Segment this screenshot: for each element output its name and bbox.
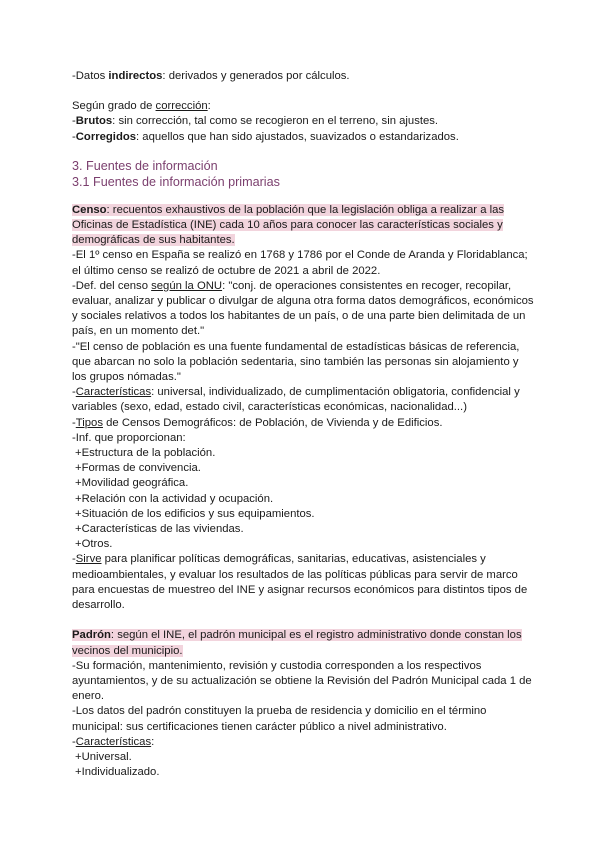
corregidos-line <box>72 130 534 145</box>
term-sirve: Sirve <box>75 553 102 566</box>
datos-indirectos-line <box>72 69 534 84</box>
term-indirectos: indirectos <box>108 70 163 82</box>
padron-definition-text: : según el INE, el padrón municipal es el registro administrativo donde constan los vecinos del municipio. <box>72 629 522 657</box>
censo-tipos: -Tipos de Censos Demográficos: de Población, de Vivienda y de Edificios. <box>72 416 443 429</box>
heading-fuentes-primarias: 3.1 Fuentes de información primarias <box>72 174 280 189</box>
term-censo: Censo <box>72 203 107 216</box>
line-suffix: : <box>151 735 155 748</box>
term-brutos: Brutos <box>75 115 113 128</box>
padron-formacion: -Su formación, mantenimiento, revisión y custodia corresponden a los respectivos ayuntamientos, y de su actualización se obtiene la Revisión del Padrón Municipal cada 1 de enero. <box>72 659 532 703</box>
term-corregidos: Corregidos <box>75 130 137 143</box>
line-prefix: - <box>72 130 76 143</box>
censo-definition-text: : recuentos exhaustivos de la población que la legislación obliga a realizar a las Oficinas de Estadística (INE) cada 10 años para conocer las características sociales y demográficas de sus habitantes. <box>72 203 505 247</box>
line-prefix: -Datos <box>72 70 109 82</box>
line-text: de Censos Demográficos: de Población, de Vivienda y de Edificios. <box>102 416 443 429</box>
list-item: +Características de las viviendas. <box>75 523 244 536</box>
list-item: +Individualizado. <box>75 766 160 779</box>
list-item: +Universal. <box>75 750 132 763</box>
line-text: para planificar políticas demográficas, sanitarias, educativas, asistenciales y medioambientales, y evaluar los resultados de las políticas públicas para servir de marco para encuestas de muestreo del INE y asignar recursos económicos para distintos tipos de desarrollo. <box>72 553 528 612</box>
term-caracteristicas: Características <box>75 735 152 748</box>
list-item: +Relación con la actividad y ocupación. <box>75 492 274 505</box>
line-prefix: - <box>72 115 76 128</box>
line-text: : derivados y generados por cálculos. <box>162 70 350 82</box>
line-prefix: -Def. del censo <box>72 279 152 292</box>
term-padron: Padrón <box>72 629 111 642</box>
padron-prueba: -Los datos del padrón constituyen la prueba de residencia y domicilio en el término municipal: sus certificaciones tienen carácter público a nivel administrativo. <box>72 705 487 733</box>
list-item: +Movilidad geográfica. <box>75 477 189 490</box>
line-prefix: Según grado de <box>72 100 156 113</box>
list-item: +Formas de convivencia. <box>75 462 201 475</box>
censo-inf-label: -Inf. que proporcionan: <box>72 431 186 444</box>
censo-def-onu <box>72 279 534 340</box>
grado-correccion-line <box>72 99 534 114</box>
padron-definition <box>72 628 534 658</box>
list-item: +Otros. <box>75 538 113 551</box>
censo-definition <box>72 203 534 249</box>
term-segun-onu: según la ONU <box>151 279 223 292</box>
censo-quote: -"El censo de población es una fuente fundamental de estadísticas básicas de referencia, que abarcan no solo la población sedentaria, sino también las personas sin alojamiento y los grupos nómadas." <box>72 340 520 384</box>
padron-definition-highlight <box>72 629 522 656</box>
censo-caracteristicas: -Características: universal, individualizado, de cumplimentación obligatoria, confidencial y variables (sexo, edad, estado civil, características económicas, nacionalidad...) <box>72 386 520 414</box>
term-correccion: corrección <box>155 100 208 113</box>
brutos-line <box>72 114 534 129</box>
censo-historia: -El 1º censo en España se realizó en 1768 y 1786 por el Conde de Aranda y Floridablanca; el último censo se realizó de octubre de 2021 a abril de 2022. <box>72 249 528 277</box>
line-text: : aquellos que han sido ajustados, suavizados o estandarizados. <box>136 130 459 143</box>
term-tipos: Tipos <box>75 416 103 429</box>
line-text: : universal, individualizado, de cumplimentación obligatoria, confidencial y variables (sexo, edad, estado civil, características económicas, nacionalidad...) <box>72 386 520 414</box>
censo-definition-highlight <box>72 204 504 246</box>
line-suffix: : <box>207 100 211 113</box>
term-caracteristicas: Características <box>75 386 152 399</box>
heading-fuentes: 3. Fuentes de información <box>72 158 218 173</box>
document-content <box>72 69 534 780</box>
list-item: +Situación de los edificios y sus equipamientos. <box>75 507 315 520</box>
list-item: +Estructura de la población. <box>75 447 216 460</box>
padron-caracteristicas: -Características: <box>72 735 155 748</box>
censo-sirve: -Sirve para planificar políticas demográficas, sanitarias, educativas, asistenciales y medioambientales, y evaluar los resultados de las políticas públicas para servir de marco para encuestas de muestreo del INE y asignar recursos económicos para distintos tipos de desarrollo. <box>72 553 528 612</box>
line-text: : "conj. de operaciones consistentes en recoger, recopilar, evaluar, analizar y publicar o divulgar de alguna otra forma datos demográficos, económicos y sociales relativos a todos los habitantes de un país, o de una parte bien delimitada de un país, en un momento det." <box>72 279 534 338</box>
line-text: : sin corrección, tal como se recogieron en el terreno, sin ajustes. <box>112 115 439 128</box>
